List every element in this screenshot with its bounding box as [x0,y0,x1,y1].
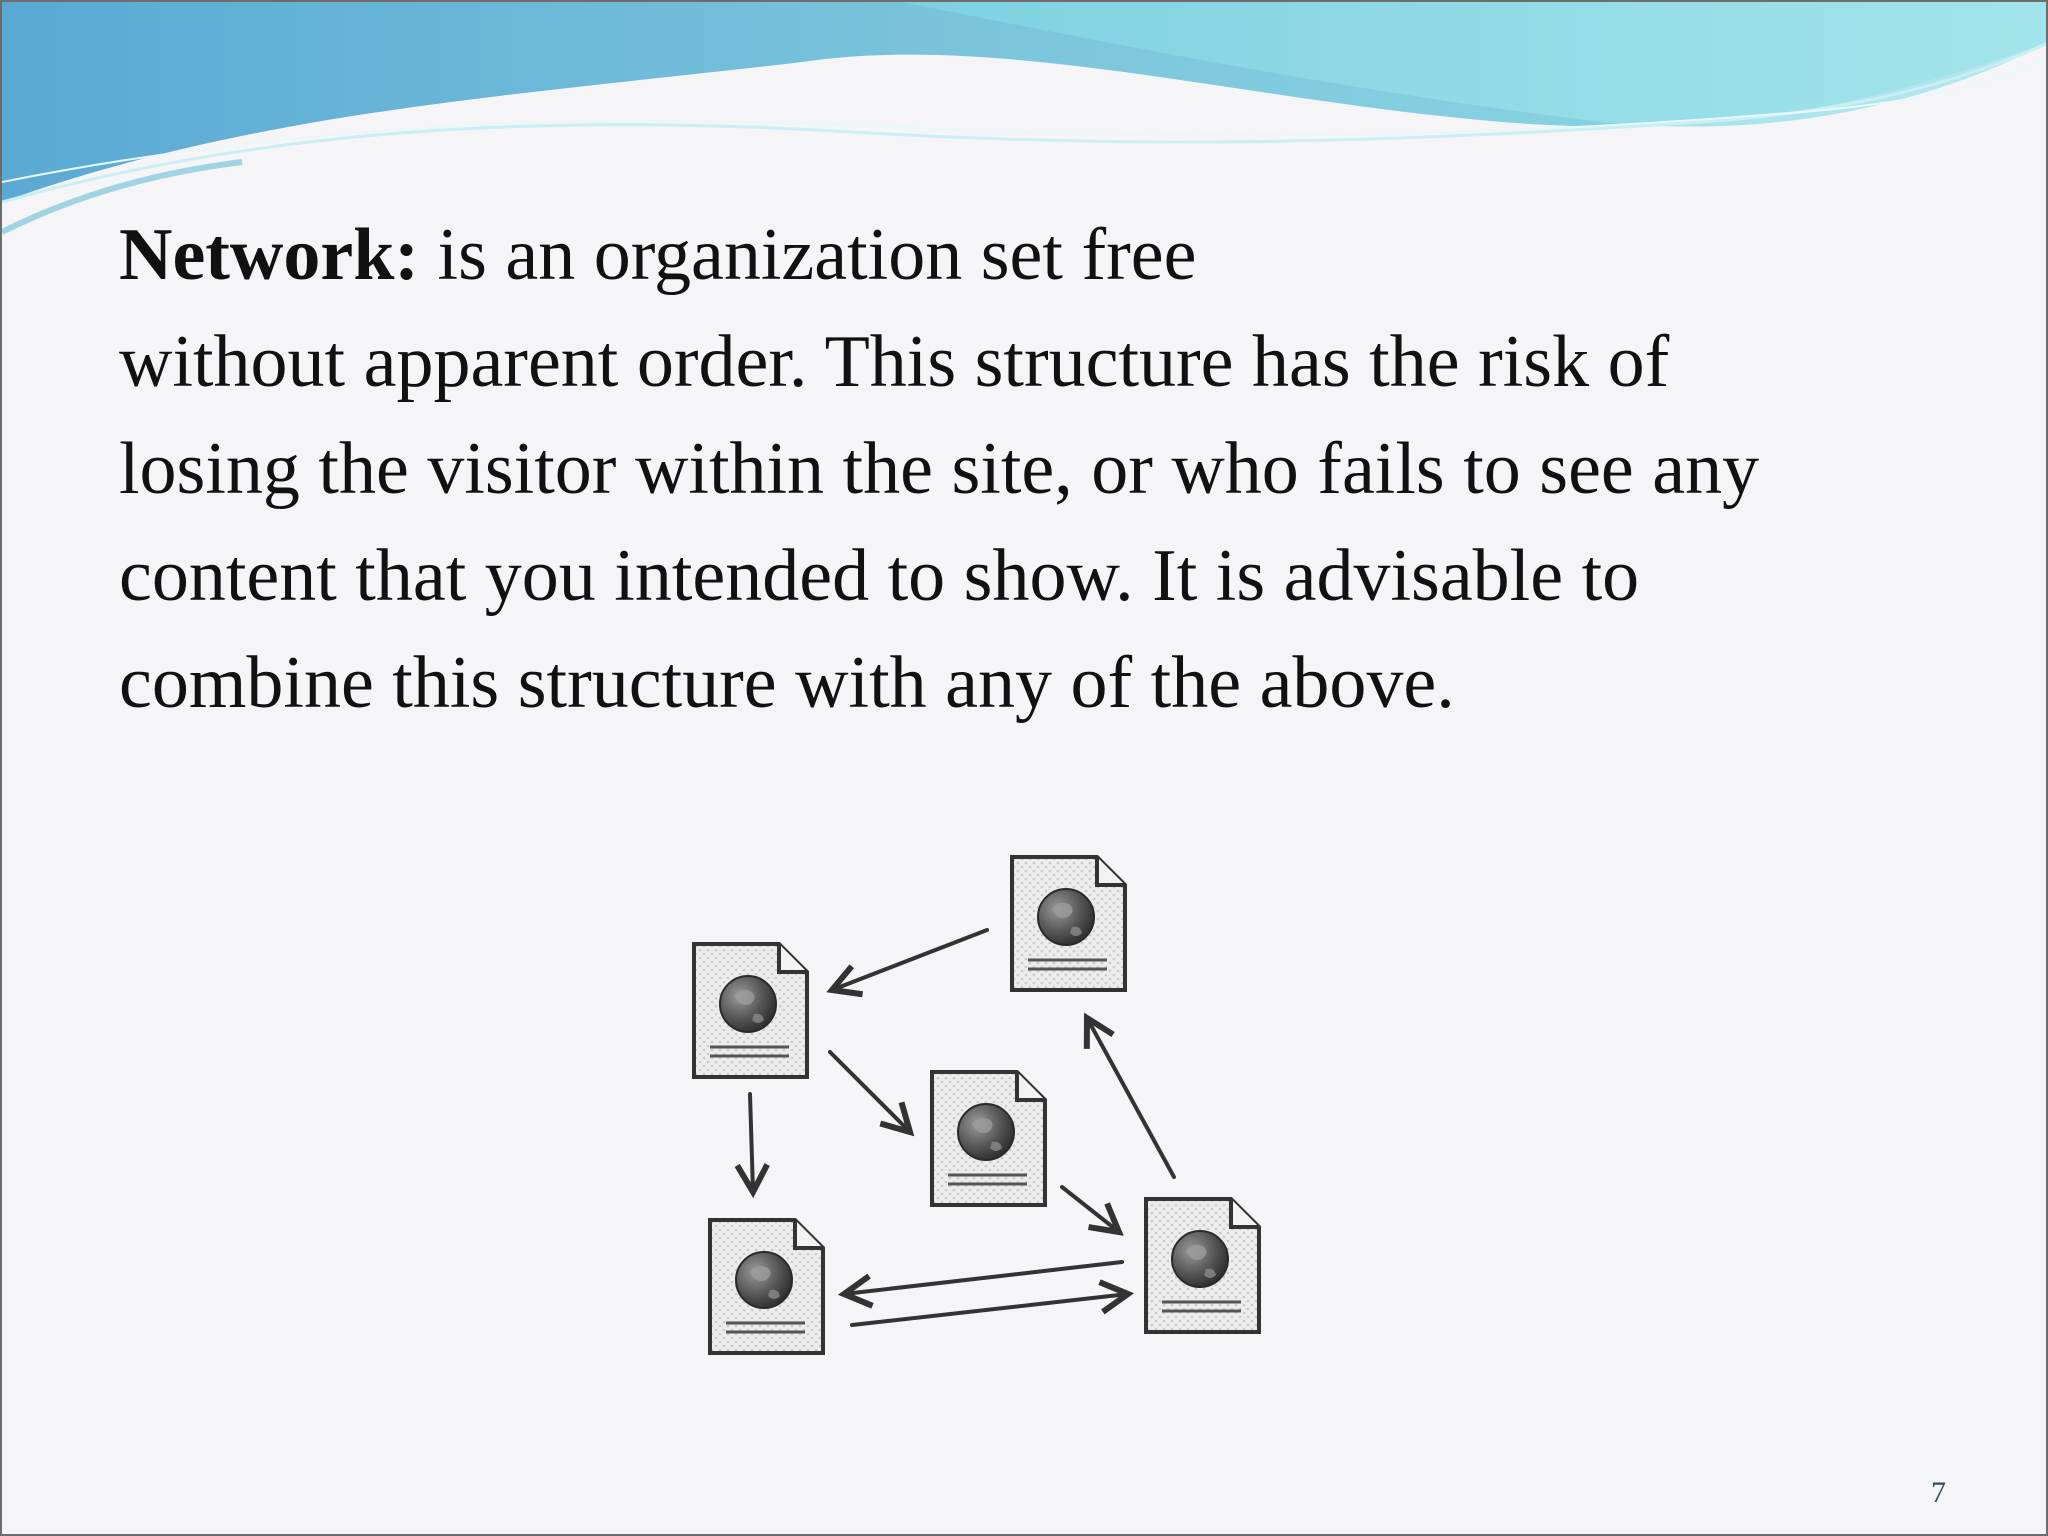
network-structure-diagram [682,842,1282,1362]
line-4: content that you intended to show. It is advisable to [119,535,1640,617]
line-1-text: is an organization set free [437,214,1197,296]
arrow-bottomright-to-topright [1087,1018,1174,1177]
term-heading: Network: [119,214,420,296]
body-text [119,202,1959,737]
page-bottom-right-icon [1146,1199,1259,1332]
page-left-icon [694,944,807,1077]
page-center-icon [932,1072,1045,1205]
line-2: without apparent order. This structure has the risk of [119,321,1670,403]
arrow-left-to-bottomleft [750,1094,753,1192]
arrow-left-to-center [830,1052,910,1132]
page-bottom-left-icon [710,1220,823,1353]
page-number: 7 [1931,1476,1946,1509]
arrow-bottomright-to-bottomleft [844,1262,1122,1294]
arrow-topright-to-left [832,930,987,990]
arrow-bottomleft-to-bottomright [852,1294,1128,1325]
line-5: combine this structure with any of the above. [119,642,1455,724]
line-3: losing the visitor within the site, or who fails to see any [119,428,1760,510]
page-top-right-icon [1012,857,1125,990]
definition-line-1 [119,202,1959,309]
arrow-center-to-bottomright [1062,1187,1119,1232]
